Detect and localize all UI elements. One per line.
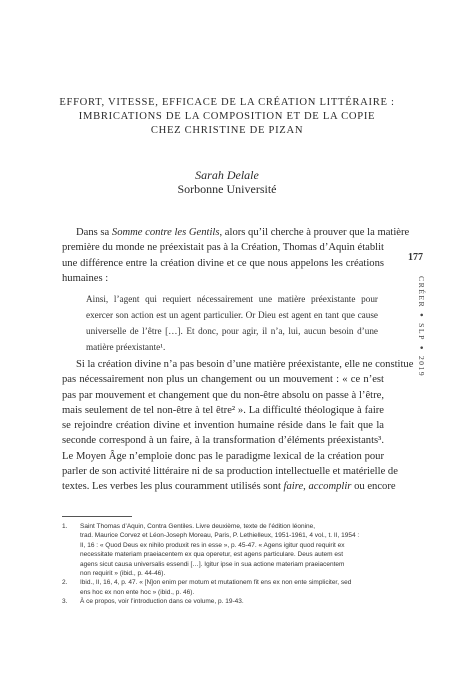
footnote-divider [62, 516, 132, 517]
text-run: , alors qu’il cherche à prouver que la matière [219, 227, 410, 238]
running-head-journal: CRÉER [417, 276, 426, 309]
block-quote [86, 291, 378, 355]
running-head-publisher: SLP [417, 323, 426, 341]
footnote-line: non requirit » (ibid., p. 44-46). [80, 570, 166, 578]
quote-line: Ainsi, l’agent qui requiert nécessairement une matière préexistante pour [86, 294, 378, 304]
footnote-line: Saint Thomas d’Aquin, Contra Gentiles. Livre deuxième, texte de l’édition léonine, [80, 523, 316, 530]
separator-dot-icon: ● [417, 345, 424, 351]
footnote-number: 1. [62, 523, 68, 530]
footnotes [62, 522, 384, 607]
text-run: ou encore [351, 481, 396, 493]
emphasis: faire [283, 481, 304, 493]
footnote-line: ens hoc ex non ente hoc » (ibid., p. 46). [80, 588, 195, 596]
quote-line: exercer son action est un agent particulier. Or Dieu est agent en tant que cause [86, 310, 378, 320]
footnote-1 [62, 522, 384, 578]
text-line: pas nécessairement non plus un changement ou un mouvement : « ce n’est [62, 374, 384, 386]
title-line: IMBRICATIONS DE LA COMPOSITION ET DE LA COPIE [78, 111, 376, 122]
text-run: , [303, 481, 309, 493]
quote-line: matière préexistante¹. [86, 342, 166, 352]
footnote-line: necessitate materiam praeiacentem ex qua operetur, est agens particulare. Deus autem est [80, 551, 344, 559]
text-line: humaines : [62, 272, 109, 284]
emphasis: accomplir [308, 481, 352, 493]
text-line [62, 479, 396, 494]
paragraph-intro [62, 225, 410, 286]
author-block [0, 168, 454, 196]
separator-dot-icon: ● [417, 313, 424, 319]
text-line [62, 225, 410, 240]
book-title: Somme contre les Gentils [111, 227, 220, 238]
title-line: CHEZ CHRISTINE DE PIZAN [150, 125, 304, 136]
article-title [40, 96, 414, 138]
text-line: pas par mouvement et changement que du non-être absolu on passe à l’être, [62, 389, 384, 401]
footnote-line: À ce propos, voir l’introduction dans ce volume, p. 19-43. [80, 598, 244, 606]
footnote-3 [62, 597, 384, 606]
paragraph-main [62, 357, 414, 495]
text-line: Le Moyen Âge n’emploie donc pas le paradigme lexical de la création pour [62, 450, 384, 462]
text-run: textes. Les verbes les plus couramment utilisés sont [62, 481, 284, 493]
footnote-line: II, 16 : « Quod Deus ex nihilo produxit res in esse », p. 45-47. « Agens igitur quod requirit ex [80, 541, 345, 549]
footnote-line: trad. Maurice Corvez et Léon-Joseph Moreau, Paris, P. Lethielleux, 1951-1961, 4 vol., t. II, 1954 : [80, 532, 360, 540]
author-name: Sarah Delale [195, 168, 259, 182]
quote-line: universelle de l’être […]. Et donc, pour agir, il n’a, lui, aucun besoin d’une [86, 326, 378, 336]
title-line: EFFORT, VITESSE, EFFICACE DE LA CRÉATION LITTÉRAIRE : [59, 97, 395, 108]
text-line: première du monde ne préexistait pas à la Création, Thomas d’Aquin établit [62, 242, 384, 254]
author-affiliation: Sorbonne Université [177, 182, 277, 196]
running-head-year: 2019 [417, 355, 426, 378]
footnote-number: 2. [62, 579, 68, 587]
text-line: seconde correspond à un faire, à la transformation d’éléments préexistants³. [62, 435, 384, 447]
running-head [417, 276, 426, 377]
text-line: se rejoindre création divine et invention humaine réside dans le fait que la [62, 420, 384, 432]
page-number: 177 [408, 252, 423, 263]
footnote-2 [62, 578, 384, 597]
text-line: une différence entre la création divine et ce que nous appelons les créations [62, 257, 384, 269]
footnote-number: 3. [62, 598, 68, 606]
text-line: Si la création divine n’a pas besoin d’une matière préexistante, elle ne constitue [76, 359, 414, 370]
footnote-line: agens sicut causa universalis essendi […]. Igitur ipse in sua actione materiam praeiacentem [80, 560, 345, 568]
footnote-line: Ibid., II, 16, 4, p. 47. « [N]on enim per motum et mutationem fit ens ex non ente simpliciter, sed [80, 579, 352, 587]
text-run: Dans sa [76, 227, 112, 238]
text-line: mais seulement de tel non-être à tel être² ». La difficulté théologique à faire [62, 404, 384, 416]
text-line: parler de son activité littéraire ni de sa production intellectuelle et matérielle de [62, 466, 398, 478]
